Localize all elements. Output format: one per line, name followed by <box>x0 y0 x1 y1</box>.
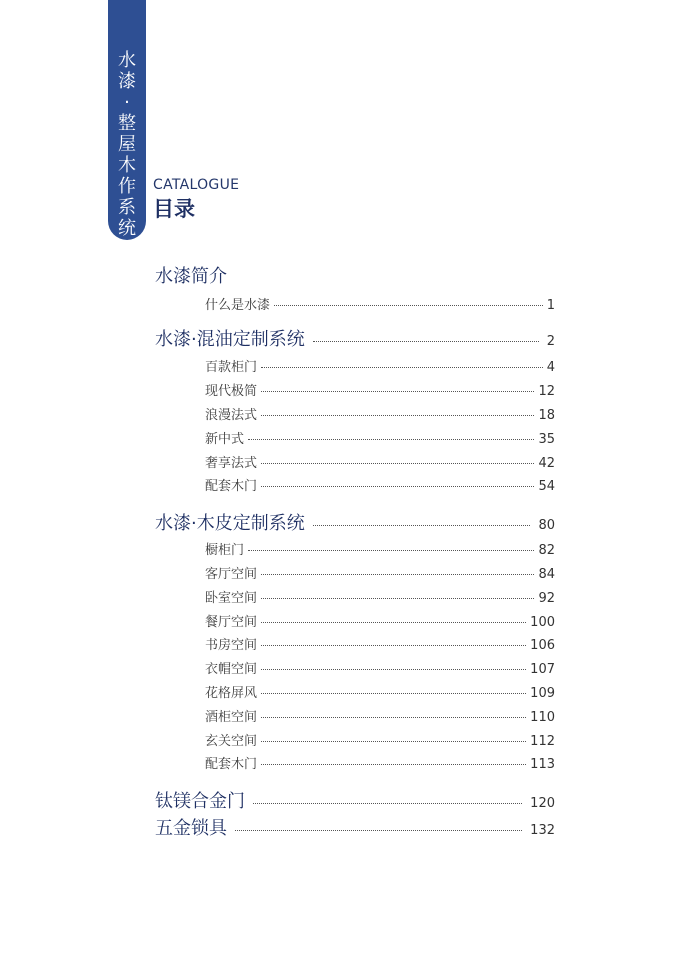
toc-entry[interactable] <box>205 706 555 725</box>
toc-leader-dots <box>261 669 526 670</box>
toc-section[interactable] <box>155 509 555 535</box>
toc-leader-dots <box>261 622 526 623</box>
toc-page-number: 120 <box>530 796 555 811</box>
toc-page-number: 35 <box>538 432 555 447</box>
toc-page-number: 132 <box>530 823 555 838</box>
side-tab <box>108 0 146 240</box>
side-tab-char: 系 <box>118 197 136 218</box>
side-tab-char: 作 <box>118 176 136 197</box>
toc-page-number: 80 <box>538 518 555 533</box>
toc-label: 五金锁具 <box>155 818 227 839</box>
side-tab-char: 统 <box>118 218 136 239</box>
toc-section[interactable] <box>155 262 555 288</box>
toc-page-number: 100 <box>530 615 555 630</box>
toc-page-number: 110 <box>530 710 555 725</box>
toc-entry[interactable] <box>205 587 555 606</box>
toc-leader-dots <box>261 486 534 487</box>
toc-entry[interactable] <box>205 753 555 772</box>
side-tab-char: 屋 <box>118 134 136 155</box>
toc-section[interactable] <box>155 787 555 813</box>
catalogue-label: CATALOGUE <box>153 177 240 193</box>
side-tab-char: 水 <box>118 50 136 71</box>
toc-leader-dots <box>261 741 526 742</box>
toc-leader-dots <box>261 693 526 694</box>
toc-label: 钛镁合金门 <box>155 791 245 812</box>
toc-label: 奢享法式 <box>205 456 258 471</box>
toc-leader-dots <box>253 803 522 804</box>
toc-label: 衣帽空间 <box>205 662 258 677</box>
toc-label: 餐厅空间 <box>205 615 258 630</box>
toc-entry[interactable] <box>205 428 555 447</box>
toc-label: 书房空间 <box>205 638 258 653</box>
toc-page-number: 112 <box>530 734 555 749</box>
side-tab-char: 漆 <box>118 71 136 92</box>
toc-leader-dots <box>248 550 534 551</box>
toc-label: 酒柜空间 <box>205 710 258 725</box>
toc-label: 玄关空间 <box>205 734 258 749</box>
toc-entry[interactable] <box>205 539 555 558</box>
toc-label: 水漆·混油定制系统 <box>155 329 305 350</box>
toc-leader-dots <box>235 830 522 831</box>
toc-label: 花格屏风 <box>205 686 258 701</box>
toc-entry[interactable] <box>205 404 555 423</box>
toc-leader-dots <box>261 717 526 718</box>
toc-entry[interactable] <box>205 475 555 494</box>
toc-label: 现代极简 <box>205 384 258 399</box>
toc-entry[interactable] <box>205 730 555 749</box>
toc-page-number: 18 <box>538 408 555 423</box>
side-tab-char: 木 <box>118 155 136 176</box>
toc-leader-dots <box>261 391 534 392</box>
toc-label: 百款柜门 <box>205 360 258 375</box>
toc-leader-dots <box>261 764 526 765</box>
toc-label: 水漆简介 <box>155 266 227 287</box>
toc-entry[interactable] <box>205 294 555 313</box>
toc-page-number: 107 <box>530 662 555 677</box>
side-tab-char: · <box>124 92 130 113</box>
page-title: 目录 <box>153 197 195 221</box>
toc-page-number: 109 <box>530 686 555 701</box>
toc-leader-dots <box>248 439 534 440</box>
side-tab-char: 整 <box>118 113 136 134</box>
toc-page-number: 42 <box>538 456 555 471</box>
toc-leader-dots <box>261 463 534 464</box>
toc-leader-dots <box>313 341 539 342</box>
toc-page-number: 113 <box>530 757 555 772</box>
toc-leader-dots <box>313 525 531 526</box>
toc-label: 配套木门 <box>205 757 258 772</box>
toc-entry[interactable] <box>205 356 555 375</box>
toc-label: 浪漫法式 <box>205 408 258 423</box>
toc-leader-dots <box>261 598 534 599</box>
toc-leader-dots <box>261 574 534 575</box>
toc-page-number: 82 <box>538 543 555 558</box>
toc-label: 配套木门 <box>205 479 258 494</box>
toc-label: 水漆·木皮定制系统 <box>155 513 305 534</box>
toc-entry[interactable] <box>205 634 555 653</box>
toc-label: 客厅空间 <box>205 567 258 582</box>
toc-entry[interactable] <box>205 611 555 630</box>
toc-page-number: 2 <box>546 334 555 349</box>
toc-label: 新中式 <box>205 432 245 447</box>
toc-entry[interactable] <box>205 380 555 399</box>
toc-label: 橱柜门 <box>205 543 245 558</box>
toc-page-number: 12 <box>538 384 555 399</box>
toc-label: 什么是水漆 <box>205 298 271 313</box>
toc-leader-dots <box>261 367 543 368</box>
toc-page-number: 84 <box>538 567 555 582</box>
toc-leader-dots <box>274 305 543 306</box>
toc-section[interactable] <box>155 325 555 351</box>
toc-leader-dots <box>261 645 526 646</box>
toc-leader-dots <box>261 415 534 416</box>
toc-section[interactable] <box>155 814 555 840</box>
toc-page-number: 106 <box>530 638 555 653</box>
toc-page-number: 92 <box>538 591 555 606</box>
toc-entry[interactable] <box>205 682 555 701</box>
toc-page-number: 1 <box>546 298 555 313</box>
toc-page-number: 4 <box>546 360 555 375</box>
toc-entry[interactable] <box>205 452 555 471</box>
toc-label: 卧室空间 <box>205 591 258 606</box>
toc-page-number: 54 <box>538 479 555 494</box>
toc-entry[interactable] <box>205 563 555 582</box>
toc-entry[interactable] <box>205 658 555 677</box>
